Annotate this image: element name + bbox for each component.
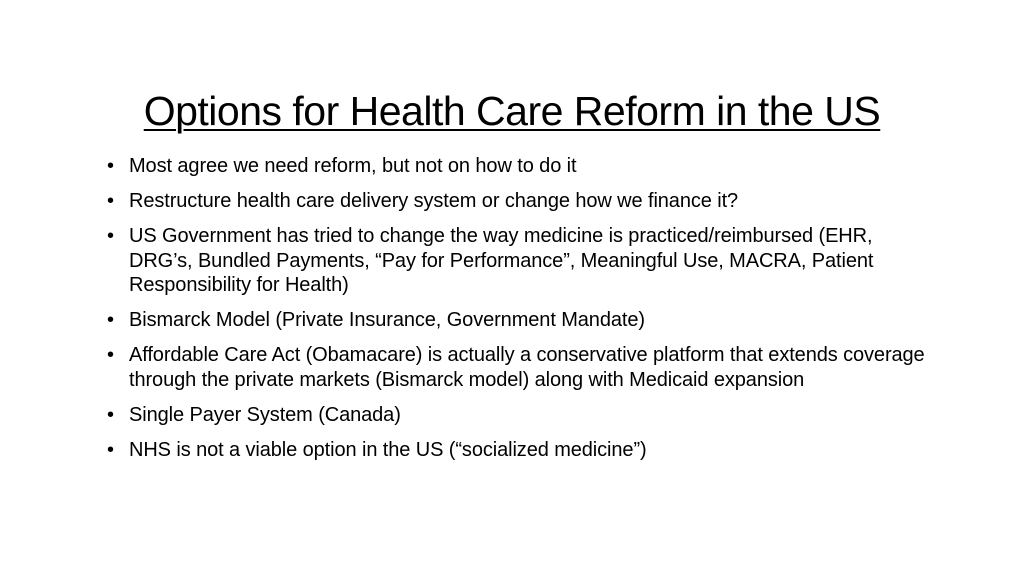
bullet-text: Affordable Care Act (Obamacare) is actually a conservative platform that extends coverage through the private markets (Bismarck model) along with Medicaid expansion <box>129 344 925 391</box>
bullet-marker: • <box>107 190 114 212</box>
bullet-marker: • <box>107 225 114 247</box>
bullet-item <box>107 189 927 214</box>
bullet-text: NHS is not a viable option in the US (“socialized medicine”) <box>129 438 647 461</box>
bullet-item <box>107 224 927 298</box>
bullet-text: Single Payer System (Canada) <box>129 403 401 426</box>
bullet-text: Restructure health care delivery system or change how we finance it? <box>129 190 739 212</box>
bullet-item <box>107 403 927 428</box>
bullet-text: Bismarck Model (Private Insurance, Government Mandate) <box>129 309 645 331</box>
slide-title <box>0 83 1024 139</box>
slide-title-text: Options for Health Care Reform in the US <box>143 88 881 135</box>
bullet-marker: • <box>107 438 114 461</box>
bullet-item <box>107 438 927 463</box>
bullet-item <box>107 343 927 392</box>
bullet-item <box>107 154 927 179</box>
bullet-marker: • <box>107 344 114 366</box>
bullet-text: Most agree we need reform, but not on how to do it <box>129 155 577 177</box>
bullet-marker: • <box>107 403 114 426</box>
bullet-list <box>107 154 927 473</box>
bullet-item <box>107 308 927 333</box>
bullet-marker: • <box>107 155 114 177</box>
bullet-marker: • <box>107 309 114 331</box>
bullet-text: US Government has tried to change the way medicine is practiced/reimbursed (EHR, DRG’s, Bundled Payments, “Pay for Performance”, Meaningful Use, MACRA, Patient Responsibility for Health) <box>129 225 874 296</box>
